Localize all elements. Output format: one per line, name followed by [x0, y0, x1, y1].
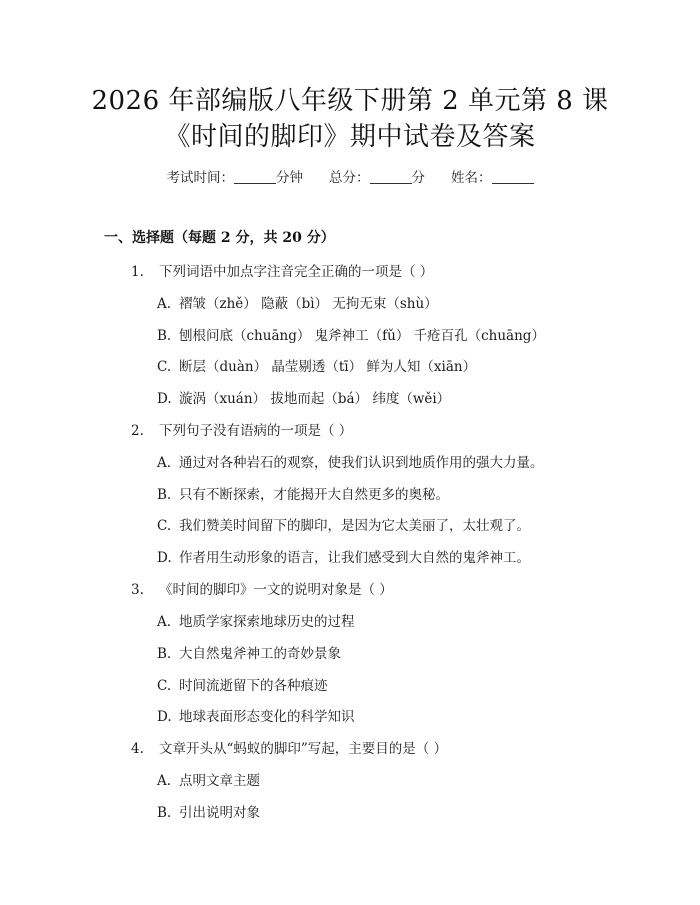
option-letter: A.	[157, 455, 172, 471]
option-2d	[157, 548, 530, 568]
option-1d	[157, 389, 450, 409]
question-text: 下列词语中加点字注音完全正确的一项是（ ）	[159, 264, 434, 280]
option-text: 时间流逝留下的各种痕迹	[179, 678, 328, 694]
option-letter: A.	[157, 614, 172, 630]
question-text: 《时间的脚印》一文的说明对象是（ ）	[159, 582, 393, 598]
name-label: 姓名：	[451, 170, 492, 186]
option-2a	[157, 453, 544, 473]
question-number: 2.	[131, 423, 144, 439]
option-3b	[157, 644, 341, 664]
option-letter: B.	[157, 487, 172, 503]
option-text: 断层（duàn） 晶莹剔透（tī） 鲜为人知（xiān）	[179, 359, 477, 375]
option-2c	[157, 516, 530, 536]
option-text: 我们赞美时间留下的脚印，是因为它太美丽了，太壮观了。	[179, 518, 530, 534]
option-text: 地质学家探索地球历史的过程	[179, 614, 355, 630]
option-4a	[157, 771, 260, 791]
option-letter: A.	[157, 773, 172, 789]
option-3c	[157, 676, 328, 696]
question-text: 下列句子没有语病的一项是（ ）	[159, 423, 353, 439]
question-4	[131, 739, 447, 759]
option-1b	[157, 326, 545, 346]
name-blank	[492, 169, 534, 184]
option-letter: D.	[157, 709, 172, 725]
option-3a	[157, 612, 355, 632]
question-2	[131, 421, 352, 441]
question-3	[131, 580, 393, 600]
question-number: 3.	[131, 582, 144, 598]
option-letter: D.	[157, 391, 172, 407]
option-letter: B.	[157, 646, 172, 662]
option-letter: C.	[157, 678, 172, 694]
option-text: 褶皱（zhě） 隐蔽（bì） 无拘无束（shù）	[179, 296, 438, 312]
option-4b	[157, 803, 260, 823]
option-text: 地球表面形态变化的科学知识	[179, 709, 355, 725]
section-title: 一、选择题（每题 2 分，共 20 分）	[104, 230, 335, 246]
option-letter: C.	[157, 518, 172, 534]
option-2b	[157, 485, 449, 505]
option-text: 只有不断探索，才能揭开大自然更多的奥秘。	[179, 487, 449, 503]
score-blank	[370, 169, 412, 184]
option-text: 大自然鬼斧神工的奇妙景象	[179, 646, 341, 662]
question-number: 4.	[131, 741, 144, 757]
option-letter: D.	[157, 550, 172, 566]
option-letter: A.	[157, 296, 172, 312]
question-1	[131, 262, 433, 282]
option-letter: C.	[157, 359, 172, 375]
exam-time-blank	[234, 169, 276, 184]
option-letter: B.	[157, 328, 172, 344]
option-text: 点明文章主题	[179, 773, 260, 789]
score-unit: 分	[411, 170, 425, 186]
option-text: 作者用生动形象的语言，让我们感受到大自然的鬼斧神工。	[179, 550, 530, 566]
exam-time-label: 考试时间：	[166, 170, 234, 186]
exam-title-line2: 《时间的脚印》期中试卷及答案	[164, 122, 536, 152]
exam-info-line	[0, 168, 700, 188]
question-text: 文章开头从“蚂蚁的脚印”写起，主要目的是（ ）	[159, 741, 448, 757]
option-1a	[157, 294, 438, 314]
option-3d	[157, 707, 355, 727]
question-number: 1.	[131, 264, 144, 280]
option-text: 引出说明对象	[179, 805, 260, 821]
score-label: 总分：	[329, 170, 370, 186]
option-text: 通过对各种岩石的观察，使我们认识到地质作用的强大力量。	[179, 455, 544, 471]
option-letter: B.	[157, 805, 172, 821]
option-text: 漩涡（xuán） 拔地而起（bá） 纬度（wěi）	[179, 391, 451, 407]
option-text: 刨根问底（chuāng） 鬼斧神工（fǔ） 千疮百孔（chuāng）	[179, 328, 545, 344]
option-1c	[157, 357, 476, 377]
exam-title-line1: 2026 年部编版八年级下册第 2 单元第 8 课	[91, 86, 609, 116]
exam-time-unit: 分钟	[276, 170, 303, 186]
